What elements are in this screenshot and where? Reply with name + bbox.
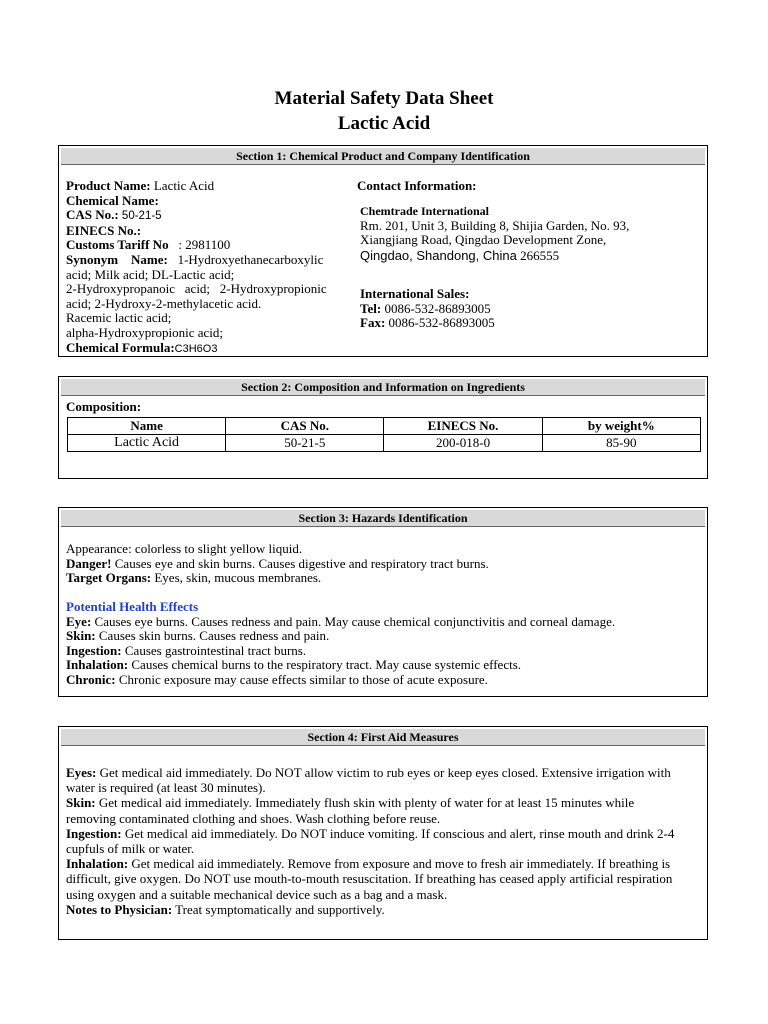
ingestion-text: Causes gastrointestinal tract burns. — [121, 642, 307, 658]
skin-aid-label: Skin: — [66, 795, 96, 811]
skin-text: Causes skin burns. Causes redness and pain. — [95, 628, 330, 644]
synonym-line-6: alpha-Hydroxypropionic acid; — [66, 324, 224, 340]
intl-sales-label-text: International Sales: — [360, 286, 470, 301]
eyes-label: Eyes: — [66, 765, 97, 780]
notes-text: Treat symptomatically and supportively. — [172, 901, 385, 917]
section-1 — [58, 145, 708, 357]
first-aid-skin — [66, 795, 702, 810]
formula-line — [66, 341, 340, 357]
chemical-name-label: Chemical Name: — [66, 192, 159, 208]
einecs-label: EINECS No.: — [66, 222, 142, 238]
section-4 — [58, 726, 708, 940]
contact-label-text: Contact Information: — [357, 178, 477, 193]
contact-label — [357, 179, 477, 194]
danger-label: Danger! — [66, 555, 112, 571]
product-name-label: Product Name: — [66, 178, 151, 193]
composition-table — [67, 417, 701, 452]
inhalation-aid-text-2: difficult, give oxygen. Do NOT use mouth-to-mouth resuscitation. If breathing has ceased apply artificial respiration — [66, 871, 673, 887]
health-effects — [66, 600, 702, 688]
section-2 — [58, 376, 708, 479]
notes-label: Notes to Physician: — [66, 901, 173, 917]
einecs-line — [66, 224, 340, 239]
notes-to-physician — [66, 902, 702, 917]
appearance-line: Appearance: colorless to slight yellow liquid. — [66, 541, 303, 556]
address-line-3 — [360, 249, 690, 264]
table-row — [68, 435, 701, 452]
skin-aid-text-2: removing contaminated clothing and shoes. Wash clothing before reuse. — [66, 810, 441, 826]
health-effects-heading: Potential Health Effects — [66, 599, 199, 614]
intl-sales-label — [360, 287, 690, 302]
cell-cas: 50-21-5 — [226, 435, 384, 452]
synonym-line-5: Racemic lactic acid; — [66, 310, 172, 326]
col-cas: CAS No. — [226, 418, 384, 435]
address-line-1: Rm. 201, Unit 3, Building 8, Shijia Garden, No. 93, — [360, 217, 630, 233]
address-line-2: Xiangjiang Road, Qingdao Development Zone, — [360, 232, 607, 248]
fax-value: 0086-532-86893005 — [385, 315, 495, 331]
formula-value: C3H6O3 — [174, 342, 218, 355]
cell-name: Lactic Acid — [68, 435, 226, 452]
section-3-heading: Section 3: Hazards Identification — [61, 510, 705, 527]
col-name: Name — [68, 418, 226, 435]
ingestion-aid-label: Ingestion: — [66, 825, 122, 841]
cas-line — [66, 208, 340, 224]
col-weight: by weight% — [542, 418, 700, 435]
synonym-line-4: acid; 2-Hydroxy-2-methylacetic acid. — [66, 295, 262, 311]
cas-label: CAS No.: — [66, 207, 119, 223]
inhalation-aid-text-3: using oxygen and a suitable mechanical device such as a bag and a mask. — [66, 886, 448, 902]
hazards-summary — [66, 542, 702, 586]
company-name-text: Chemtrade International — [360, 204, 489, 218]
ingestion-aid-text-1: Get medical aid immediately. Do NOT induce vomiting. If conscious and alert, rinse mouth and drink 2-4 — [121, 825, 675, 841]
col-einecs: EINECS No. — [384, 418, 542, 435]
first-aid-inhalation — [66, 856, 702, 871]
tel-line — [360, 302, 690, 317]
fax-line — [360, 316, 690, 331]
skin-line — [66, 629, 702, 644]
eyes-text-2: water is required (at least 30 minutes). — [66, 780, 266, 796]
fax-label: Fax: — [360, 315, 386, 331]
inhalation-aid-label: Inhalation: — [66, 856, 129, 872]
chronic-line — [66, 673, 702, 688]
synonym-line — [66, 253, 340, 268]
target-organs-label: Target Organs: — [66, 570, 152, 586]
synonym-line-1: 1-Hydroxyethanecarboxylic — [167, 251, 324, 267]
tariff-label: Customs Tariff No — [66, 237, 169, 253]
skin-label: Skin: — [66, 628, 96, 644]
chemical-name-line — [66, 194, 340, 209]
chronic-label: Chronic: — [66, 671, 116, 687]
company-block — [360, 204, 690, 263]
ingestion-line — [66, 644, 702, 659]
product-name-value: Lactic Acid — [150, 178, 215, 193]
inhalation-line — [66, 658, 702, 673]
inhalation-aid-text-1: Get medical aid immediately. Remove from exposure and move to fresh air immediately. If breathing is — [128, 856, 671, 872]
product-name-line — [66, 179, 340, 194]
section-3 — [58, 507, 708, 697]
eye-line — [66, 615, 702, 630]
first-aid-ingestion — [66, 826, 702, 841]
first-aid-text — [66, 765, 702, 917]
skin-aid-text-1: Get medical aid immediately. Immediately flush skin with plenty of water for at least 15 minutes while — [95, 795, 635, 811]
synonym-line-2: acid; Milk acid; DL-Lactic acid; — [66, 266, 235, 282]
formula-label: Chemical Formula: — [66, 339, 175, 355]
address-postcode: 266555 — [516, 247, 560, 263]
cas-value: 50-21-5 — [118, 210, 162, 223]
composition-label — [66, 400, 141, 415]
table-header-row — [68, 418, 701, 435]
tariff-line — [66, 238, 340, 253]
cell-einecs: 200-018-0 — [384, 435, 542, 452]
document-title: Material Safety Data Sheet — [274, 88, 494, 109]
company-name — [360, 204, 690, 219]
inhalation-label: Inhalation: — [66, 657, 129, 673]
eye-label: Eye: — [66, 613, 92, 629]
synonym-label: Synonym Name: — [66, 251, 168, 267]
eye-text: Causes eye burns. Causes redness and pain. May cause chemical conjunctivitis and corneal damage. — [91, 613, 616, 629]
target-organs-line — [66, 571, 702, 586]
section-1-heading: Section 1: Chemical Product and Company Identification — [61, 148, 705, 165]
section-4-heading: Section 4: First Aid Measures — [61, 729, 705, 746]
tel-value: 0086-532-86893005 — [381, 300, 491, 316]
sales-block — [360, 287, 690, 331]
tel-label: Tel: — [360, 300, 382, 316]
danger-text: Causes eye and skin burns. Causes digestive and respiratory tract burns. — [111, 555, 489, 571]
document-subtitle: Lactic Acid — [337, 113, 431, 134]
cell-weight: 85-90 — [542, 435, 700, 452]
ingestion-aid-text-2: cupfuls of milk or water. — [66, 841, 195, 857]
target-organs-text: Eyes, skin, mucous membranes. — [151, 570, 322, 586]
product-identification — [66, 179, 340, 356]
section-2-heading: Section 2: Composition and Information on Ingredients — [61, 379, 705, 396]
danger-line — [66, 557, 702, 572]
chronic-text: Chronic exposure may cause effects similar to those of acute exposure. — [115, 671, 488, 687]
address-city: Qingdao, Shandong, China — [360, 247, 517, 263]
ingestion-label: Ingestion: — [66, 642, 122, 658]
inhalation-text: Causes chemical burns to the respiratory tract. May cause systemic effects. — [128, 657, 522, 673]
first-aid-eyes — [66, 765, 702, 780]
synonym-line-3: 2-Hydroxypropanoic acid; 2-Hydroxypropionic — [66, 281, 327, 297]
composition-label-text: Composition: — [66, 399, 142, 414]
eyes-text-1: Get medical aid immediately. Do NOT allow victim to rub eyes or keep eyes closed. Extensive irrigation with — [96, 765, 671, 780]
tariff-value: : 2981100 — [168, 237, 231, 253]
